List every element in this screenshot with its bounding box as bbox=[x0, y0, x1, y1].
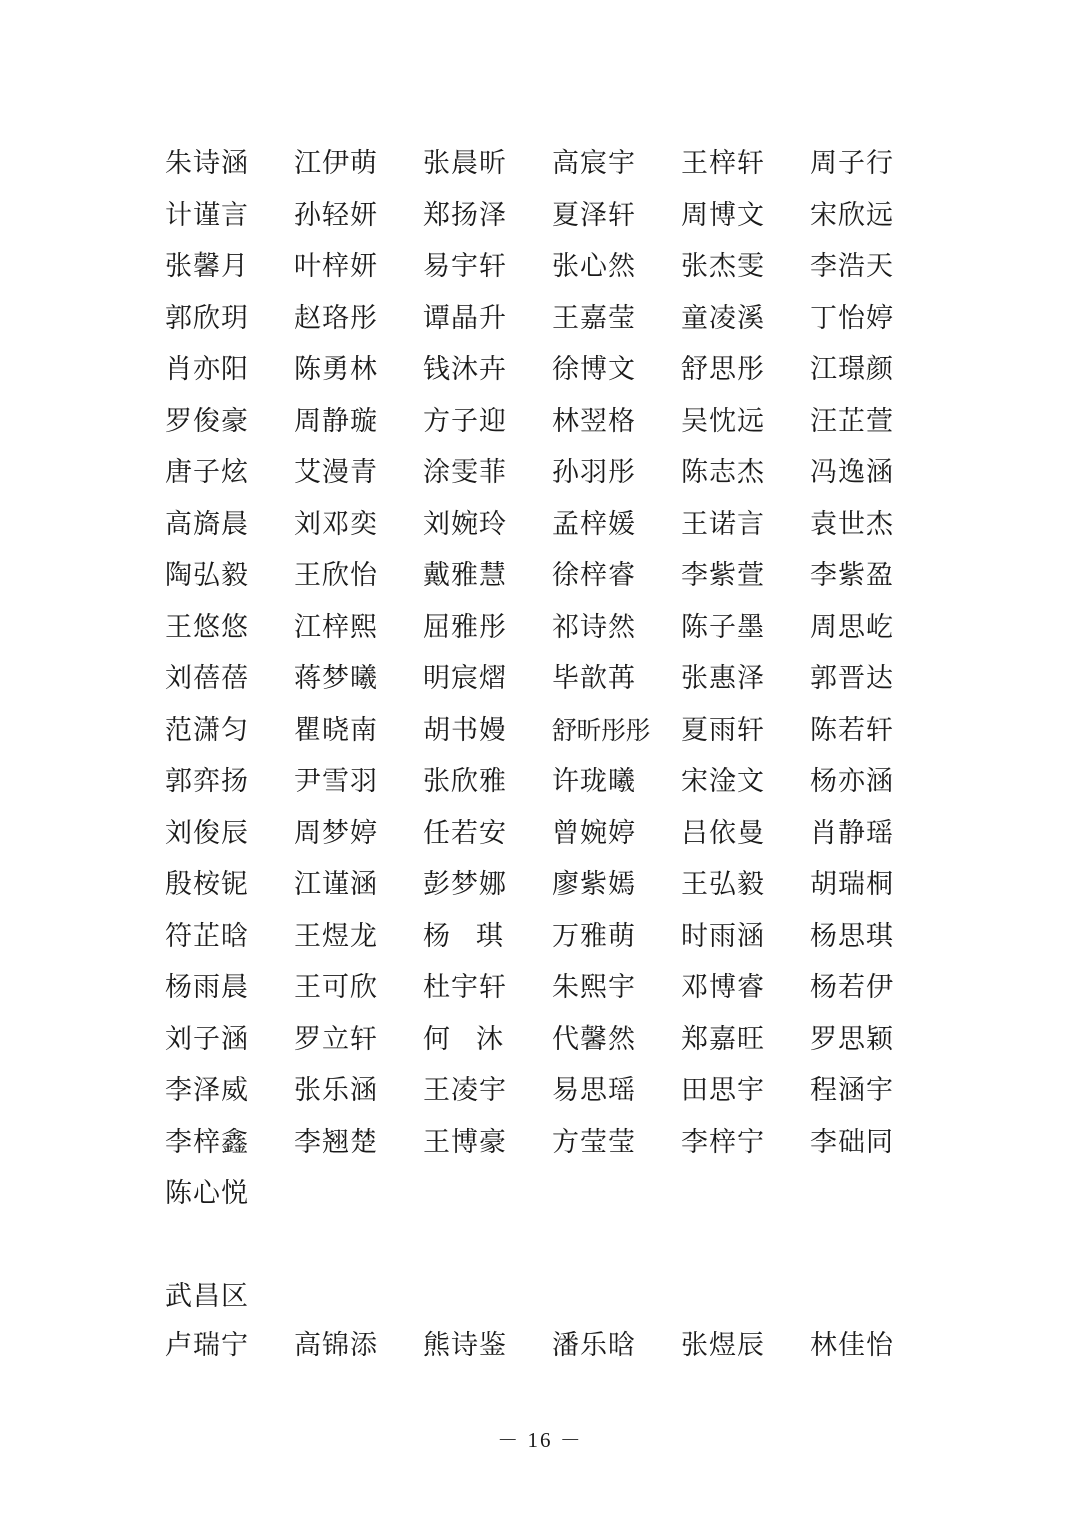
name-entry: 罗立轩 bbox=[294, 1023, 378, 1055]
name-entry: 周子行 bbox=[810, 148, 894, 180]
name-entry: 蒋梦曦 bbox=[294, 663, 378, 695]
name-entry: 易思瑶 bbox=[552, 1075, 636, 1107]
name-entry: 艾漫青 bbox=[294, 457, 378, 489]
name-entry: 江梓熙 bbox=[294, 611, 378, 643]
name-entry: 丁怡婷 bbox=[810, 302, 894, 334]
name-entry: 屈雅彤 bbox=[423, 611, 507, 643]
name-row bbox=[165, 911, 945, 963]
name-entry: 徐博文 bbox=[552, 354, 636, 386]
name-row bbox=[165, 1065, 945, 1117]
name-entry: 周梦婷 bbox=[294, 817, 378, 849]
name-entry: 何 沐 bbox=[423, 1023, 503, 1055]
name-entry: 杨雨晨 bbox=[165, 972, 249, 1004]
name-entry: 陈心悦 bbox=[165, 1178, 249, 1210]
name-entry: 李泽威 bbox=[165, 1075, 249, 1107]
name-entry: 李紫萱 bbox=[681, 560, 765, 592]
name-entry: 戴雅慧 bbox=[423, 560, 507, 592]
name-entry: 张欣雅 bbox=[423, 766, 507, 798]
name-row bbox=[165, 808, 945, 860]
name-entry: 王博豪 bbox=[423, 1126, 507, 1158]
section-title: 武昌区 bbox=[165, 1281, 249, 1313]
name-entry: 林翌格 bbox=[552, 405, 636, 437]
name-entry: 孙羽彤 bbox=[552, 457, 636, 489]
name-entry: 李翘楚 bbox=[294, 1126, 378, 1158]
name-entry: 祁诗然 bbox=[552, 611, 636, 643]
name-entry: 王煜龙 bbox=[294, 920, 378, 952]
name-entry: 廖紫嫣 bbox=[552, 869, 636, 901]
name-entry: 李紫盈 bbox=[810, 560, 894, 592]
name-row bbox=[165, 396, 945, 448]
name-entry: 张乐涵 bbox=[294, 1075, 378, 1107]
name-entry: 张馨月 bbox=[165, 251, 249, 283]
name-entry: 陈勇林 bbox=[294, 354, 378, 386]
name-entry: 高旖晨 bbox=[165, 508, 249, 540]
name-entry: 冯逸涵 bbox=[810, 457, 894, 489]
name-entry: 郭弈扬 bbox=[165, 766, 249, 798]
name-entry: 李梓宁 bbox=[681, 1126, 765, 1158]
name-entry: 邓博睿 bbox=[681, 972, 765, 1004]
name-entry: 朱诗涵 bbox=[165, 148, 249, 180]
name-row bbox=[165, 1320, 945, 1372]
name-entry: 李梓鑫 bbox=[165, 1126, 249, 1158]
name-row bbox=[165, 241, 945, 293]
name-entry: 杜宇轩 bbox=[423, 972, 507, 1004]
district-section bbox=[165, 1268, 945, 1371]
name-entry: 熊诗鉴 bbox=[423, 1329, 507, 1361]
name-row bbox=[165, 705, 945, 757]
name-entry: 郭晋达 bbox=[810, 663, 894, 695]
name-row bbox=[165, 138, 945, 190]
name-entry: 潘乐晗 bbox=[552, 1329, 636, 1361]
name-entry: 张晨昕 bbox=[423, 148, 507, 180]
name-row bbox=[165, 602, 945, 654]
name-entry: 孟梓媛 bbox=[552, 508, 636, 540]
name-entry: 宋淦文 bbox=[681, 766, 765, 798]
name-entry: 张杰雯 bbox=[681, 251, 765, 283]
name-entry: 张心然 bbox=[552, 251, 636, 283]
name-entry: 舒昕彤彤 bbox=[552, 715, 651, 745]
name-entry: 刘邓奕 bbox=[294, 508, 378, 540]
name-entry: 许珑曦 bbox=[552, 766, 636, 798]
name-entry: 毕歆苒 bbox=[552, 663, 636, 695]
name-entry: 时雨涵 bbox=[681, 920, 765, 952]
name-entry: 李础同 bbox=[810, 1126, 894, 1158]
name-entry: 杨亦涵 bbox=[810, 766, 894, 798]
name-entry: 罗俊豪 bbox=[165, 405, 249, 437]
name-entry: 童凌溪 bbox=[681, 302, 765, 334]
name-entry: 王可欣 bbox=[294, 972, 378, 1004]
name-entry: 陶弘毅 bbox=[165, 560, 249, 592]
name-entry: 张煜辰 bbox=[681, 1329, 765, 1361]
name-entry: 王梓轩 bbox=[681, 148, 765, 180]
name-entry: 易宇轩 bbox=[423, 251, 507, 283]
name-entry: 瞿晓南 bbox=[294, 714, 378, 746]
name-row bbox=[165, 962, 945, 1014]
name-entry: 谭晶升 bbox=[423, 302, 507, 334]
name-entry: 叶梓妍 bbox=[294, 251, 378, 283]
name-entry: 代馨然 bbox=[552, 1023, 636, 1055]
name-entry: 舒思彤 bbox=[681, 354, 765, 386]
name-entry: 宋欣远 bbox=[810, 199, 894, 231]
name-entry: 胡瑞桐 bbox=[810, 869, 894, 901]
name-entry: 方子迎 bbox=[423, 405, 507, 437]
name-entry: 程涵宇 bbox=[810, 1075, 894, 1107]
name-entry: 方莹莹 bbox=[552, 1126, 636, 1158]
name-entry: 周静璇 bbox=[294, 405, 378, 437]
name-row bbox=[165, 859, 945, 911]
name-entry: 张惠泽 bbox=[681, 663, 765, 695]
name-entry: 胡书嫚 bbox=[423, 714, 507, 746]
name-entry: 汪芷萱 bbox=[810, 405, 894, 437]
name-entry: 计谨言 bbox=[165, 199, 249, 231]
name-entry: 符芷晗 bbox=[165, 920, 249, 952]
name-entry: 肖亦阳 bbox=[165, 354, 249, 386]
name-entry: 郑嘉旺 bbox=[681, 1023, 765, 1055]
name-entry: 周博文 bbox=[681, 199, 765, 231]
name-entry: 王悠悠 bbox=[165, 611, 249, 643]
name-entry: 林佳怡 bbox=[810, 1329, 894, 1361]
name-entry: 孙轻妍 bbox=[294, 199, 378, 231]
page-number: － 16 － bbox=[497, 1428, 583, 1452]
name-entry: 杨若伊 bbox=[810, 972, 894, 1004]
name-entry: 高宸宇 bbox=[552, 148, 636, 180]
section-name-list bbox=[165, 1320, 945, 1372]
name-row bbox=[165, 190, 945, 242]
name-row bbox=[165, 1014, 945, 1066]
name-entry: 彭梦娜 bbox=[423, 869, 507, 901]
name-entry: 徐梓睿 bbox=[552, 560, 636, 592]
name-entry: 夏雨轩 bbox=[681, 714, 765, 746]
name-entry: 周思屹 bbox=[810, 611, 894, 643]
name-entry: 卢瑞宁 bbox=[165, 1329, 249, 1361]
name-entry: 袁世杰 bbox=[810, 508, 894, 540]
name-entry: 肖静瑶 bbox=[810, 817, 894, 849]
name-entry: 刘蓓蓓 bbox=[165, 663, 249, 695]
name-entry: 殷桉铌 bbox=[165, 869, 249, 901]
name-entry: 江璟颜 bbox=[810, 354, 894, 386]
name-entry: 吕依曼 bbox=[681, 817, 765, 849]
name-entry: 涂雯菲 bbox=[423, 457, 507, 489]
name-entry: 江谨涵 bbox=[294, 869, 378, 901]
name-entry: 高锦添 bbox=[294, 1329, 378, 1361]
name-entry: 李浩天 bbox=[810, 251, 894, 283]
name-entry: 王凌宇 bbox=[423, 1075, 507, 1107]
name-entry: 王诺言 bbox=[681, 508, 765, 540]
name-entry: 任若安 bbox=[423, 817, 507, 849]
name-row bbox=[165, 344, 945, 396]
name-entry: 朱熙宇 bbox=[552, 972, 636, 1004]
name-entry: 曾婉婷 bbox=[552, 817, 636, 849]
name-entry: 吴忱远 bbox=[681, 405, 765, 437]
name-row bbox=[165, 756, 945, 808]
name-entry: 郑扬泽 bbox=[423, 199, 507, 231]
name-entry: 田思宇 bbox=[681, 1075, 765, 1107]
name-entry: 罗思颖 bbox=[810, 1023, 894, 1055]
name-entry: 明宸熠 bbox=[423, 663, 507, 695]
name-entry: 王嘉莹 bbox=[552, 302, 636, 334]
name-entry: 刘俊辰 bbox=[165, 817, 249, 849]
name-entry: 钱沐卉 bbox=[423, 354, 507, 386]
name-list bbox=[165, 138, 945, 1220]
name-entry: 杨 琪 bbox=[423, 920, 503, 952]
name-entry: 刘婉玲 bbox=[423, 508, 507, 540]
name-row bbox=[165, 550, 945, 602]
name-row bbox=[165, 1117, 945, 1169]
name-entry: 赵珞彤 bbox=[294, 302, 378, 334]
name-row bbox=[165, 653, 945, 705]
name-entry: 郭欣玥 bbox=[165, 302, 249, 334]
name-entry: 杨思琪 bbox=[810, 920, 894, 952]
name-entry: 王弘毅 bbox=[681, 869, 765, 901]
name-row bbox=[165, 1168, 945, 1220]
name-entry: 范潇匀 bbox=[165, 714, 249, 746]
name-entry: 王欣怡 bbox=[294, 560, 378, 592]
name-entry: 尹雪羽 bbox=[294, 766, 378, 798]
name-row bbox=[165, 499, 945, 551]
name-row bbox=[165, 447, 945, 499]
name-entry: 唐子炫 bbox=[165, 457, 249, 489]
name-entry: 陈志杰 bbox=[681, 457, 765, 489]
name-entry: 陈子墨 bbox=[681, 611, 765, 643]
name-entry: 陈若轩 bbox=[810, 714, 894, 746]
name-entry: 夏泽轩 bbox=[552, 199, 636, 231]
name-entry: 万雅萌 bbox=[552, 920, 636, 952]
name-row bbox=[165, 293, 945, 345]
name-entry: 刘子涵 bbox=[165, 1023, 249, 1055]
name-entry: 江伊萌 bbox=[294, 148, 378, 180]
